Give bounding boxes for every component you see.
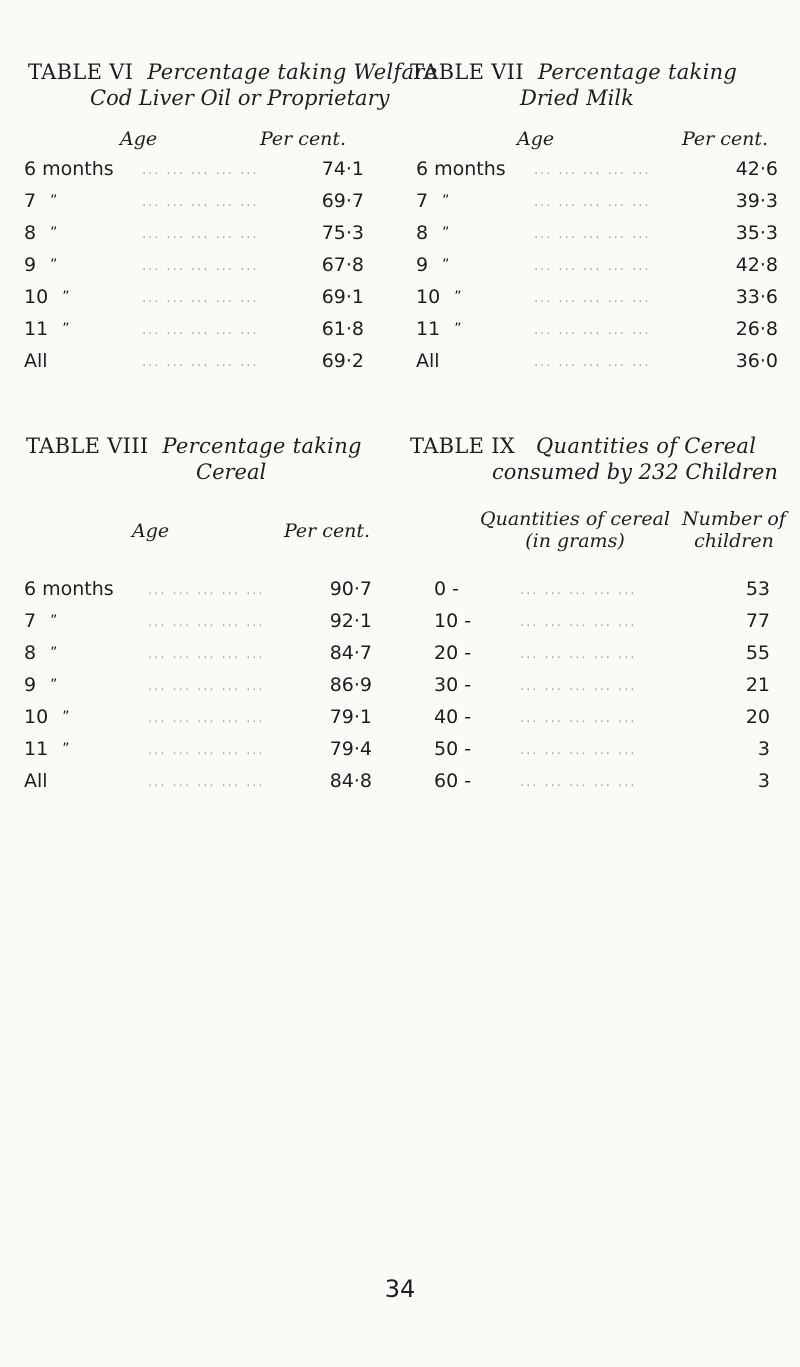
ditto-mark: ” [50, 645, 58, 661]
table-vii [400, 0, 800, 420]
table-row [24, 222, 364, 254]
children-count: 53 [745, 578, 770, 600]
table-row [24, 318, 364, 350]
ditto-mark: ” [50, 225, 58, 241]
table-row [24, 350, 364, 382]
age-label: 6 months [24, 578, 114, 600]
ditto-mark: ” [50, 193, 58, 209]
leader-dots: ... ... ... ... ... [148, 647, 265, 662]
ditto-mark: ” [454, 289, 462, 305]
leader-dots: ... ... ... ... ... [148, 711, 265, 726]
percent-value: 90·7 [329, 578, 372, 600]
table-vii-title: TABLE VII Percentage taking [410, 60, 738, 84]
leader-dots: ... ... ... ... ... [142, 323, 259, 338]
leader-dots: ... ... ... ... ... [142, 227, 259, 242]
percent-value: 67·8 [321, 254, 364, 276]
leader-dots: ... ... ... ... ... [142, 291, 259, 306]
percent-value: 61·8 [321, 318, 364, 340]
count-header: Number of children [682, 508, 786, 552]
table-row [434, 610, 770, 642]
age-label: 9 ” [24, 254, 58, 276]
children-count: 21 [745, 674, 770, 696]
table-ix-rows [434, 578, 770, 802]
percent-value: 69·7 [321, 190, 364, 212]
table-row [24, 610, 372, 642]
age-label: 8 ” [24, 222, 58, 244]
age-label: 10 ” [24, 706, 70, 728]
table-row [434, 706, 770, 738]
percent-value: 42·8 [735, 254, 778, 276]
age-label: All [24, 350, 48, 372]
leader-dots: ... ... ... ... ... [520, 615, 637, 630]
age-label: 6 months [416, 158, 506, 180]
table-row [416, 190, 778, 222]
leader-dots: ... ... ... ... ... [148, 583, 265, 598]
percent-value: 86·9 [329, 674, 372, 696]
age-label: 11 ” [24, 738, 70, 760]
quantity-range: 10 - [434, 610, 472, 632]
percent-value: 35·3 [735, 222, 778, 244]
table-viii-subtitle: Cereal [196, 460, 267, 484]
age-label: All [24, 770, 48, 792]
percent-value: 26·8 [735, 318, 778, 340]
leader-dots: ... ... ... ... ... [520, 743, 637, 758]
percent-value: 75·3 [321, 222, 364, 244]
ditto-mark: ” [454, 321, 462, 337]
table-row [416, 158, 778, 190]
percent-value: 84·8 [329, 770, 372, 792]
table-row [434, 770, 770, 802]
table-row [434, 674, 770, 706]
table-viii [0, 420, 400, 840]
table-viii-title: TABLE VIII Percentage taking [26, 434, 362, 458]
quantity-range: 50 - [434, 738, 472, 760]
age-label: 6 months [24, 158, 114, 180]
table-vi-rows [24, 158, 364, 382]
age-label: 9 ” [416, 254, 450, 276]
age-header: Age [132, 520, 170, 542]
ditto-mark: ” [50, 613, 58, 629]
age-header: Age [120, 128, 158, 150]
table-row [416, 254, 778, 286]
leader-dots: ... ... ... ... ... [148, 615, 265, 630]
percent-value: 74·1 [321, 158, 364, 180]
table-ix-subtitle: consumed by 232 Children [492, 460, 778, 484]
table-row [24, 706, 372, 738]
ditto-mark: ” [442, 225, 450, 241]
leader-dots: ... ... ... ... ... [534, 355, 651, 370]
quantity-range: 60 - [434, 770, 472, 792]
table-row [24, 190, 364, 222]
table-row [416, 286, 778, 318]
leader-dots: ... ... ... ... ... [148, 775, 265, 790]
age-label: 8 ” [24, 642, 58, 664]
percent-header: Per cent. [284, 520, 371, 542]
quantity-range: 20 - [434, 642, 472, 664]
age-label: 9 ” [24, 674, 58, 696]
table-row [416, 222, 778, 254]
table-row [434, 578, 770, 610]
age-label: All [416, 350, 440, 372]
leader-dots: ... ... ... ... ... [520, 647, 637, 662]
quantity-range: 40 - [434, 706, 472, 728]
table-row [24, 674, 372, 706]
table-ix-title: TABLE IX Quantities of Cereal [410, 434, 757, 458]
page-number: 34 [384, 1275, 416, 1303]
table-row [24, 286, 364, 318]
leader-dots: ... ... ... ... ... [148, 743, 265, 758]
percent-header: Per cent. [682, 128, 769, 150]
percent-value: 79·1 [329, 706, 372, 728]
table-row [416, 350, 778, 382]
age-label: 10 ” [24, 286, 70, 308]
leader-dots: ... ... ... ... ... [142, 195, 259, 210]
age-label: 7 ” [24, 610, 58, 632]
table-row [24, 578, 372, 610]
percent-value: 79·4 [329, 738, 372, 760]
leader-dots: ... ... ... ... ... [148, 679, 265, 694]
ditto-mark: ” [62, 289, 70, 305]
ditto-mark: ” [50, 257, 58, 273]
quantity-range: 30 - [434, 674, 472, 696]
ditto-mark: ” [442, 193, 450, 209]
quantity-range: 0 - [434, 578, 459, 600]
table-row [434, 738, 770, 770]
age-label: 11 ” [24, 318, 70, 340]
children-count: 77 [745, 610, 770, 632]
leader-dots: ... ... ... ... ... [142, 259, 259, 274]
table-row [24, 738, 372, 770]
age-label: 7 ” [24, 190, 58, 212]
leader-dots: ... ... ... ... ... [534, 291, 651, 306]
children-count: 20 [745, 706, 770, 728]
children-count: 3 [757, 770, 770, 792]
percent-value: 42·6 [735, 158, 778, 180]
leader-dots: ... ... ... ... ... [534, 163, 651, 178]
age-label: 10 ” [416, 286, 462, 308]
table-row [24, 254, 364, 286]
ditto-mark: ” [62, 321, 70, 337]
percent-header: Per cent. [260, 128, 347, 150]
percent-value: 69·1 [321, 286, 364, 308]
children-count: 55 [745, 642, 770, 664]
table-vi-subtitle: Cod Liver Oil or Proprietary [90, 86, 390, 110]
leader-dots: ... ... ... ... ... [520, 583, 637, 598]
age-label: 11 ” [416, 318, 462, 340]
table-vi [0, 0, 438, 420]
table-row [24, 158, 364, 190]
leader-dots: ... ... ... ... ... [520, 711, 637, 726]
table-row [434, 642, 770, 674]
percent-value: 92·1 [329, 610, 372, 632]
table-ix [400, 420, 800, 840]
ditto-mark: ” [62, 709, 70, 725]
leader-dots: ... ... ... ... ... [534, 259, 651, 274]
percent-value: 84·7 [329, 642, 372, 664]
leader-dots: ... ... ... ... ... [534, 323, 651, 338]
leader-dots: ... ... ... ... ... [142, 163, 259, 178]
table-row [416, 318, 778, 350]
percent-value: 33·6 [735, 286, 778, 308]
table-row [24, 642, 372, 674]
ditto-mark: ” [442, 257, 450, 273]
table-vii-subtitle: Dried Milk [520, 86, 634, 110]
table-viii-rows [24, 578, 372, 802]
percent-value: 69·2 [321, 350, 364, 372]
percent-value: 36·0 [735, 350, 778, 372]
children-count: 3 [757, 738, 770, 760]
leader-dots: ... ... ... ... ... [534, 195, 651, 210]
leader-dots: ... ... ... ... ... [520, 775, 637, 790]
leader-dots: ... ... ... ... ... [520, 679, 637, 694]
table-row [24, 770, 372, 802]
table-vi-title: TABLE VI Percentage taking Welfare [28, 60, 438, 84]
age-label: 8 ” [416, 222, 450, 244]
ditto-mark: ” [50, 677, 58, 693]
percent-value: 39·3 [735, 190, 778, 212]
quantity-header: Quantities of cereal (in grams) [480, 508, 670, 552]
age-label: 7 ” [416, 190, 450, 212]
ditto-mark: ” [62, 741, 70, 757]
age-header: Age [517, 128, 555, 150]
table-vii-rows [416, 158, 778, 382]
leader-dots: ... ... ... ... ... [534, 227, 651, 242]
leader-dots: ... ... ... ... ... [142, 355, 259, 370]
